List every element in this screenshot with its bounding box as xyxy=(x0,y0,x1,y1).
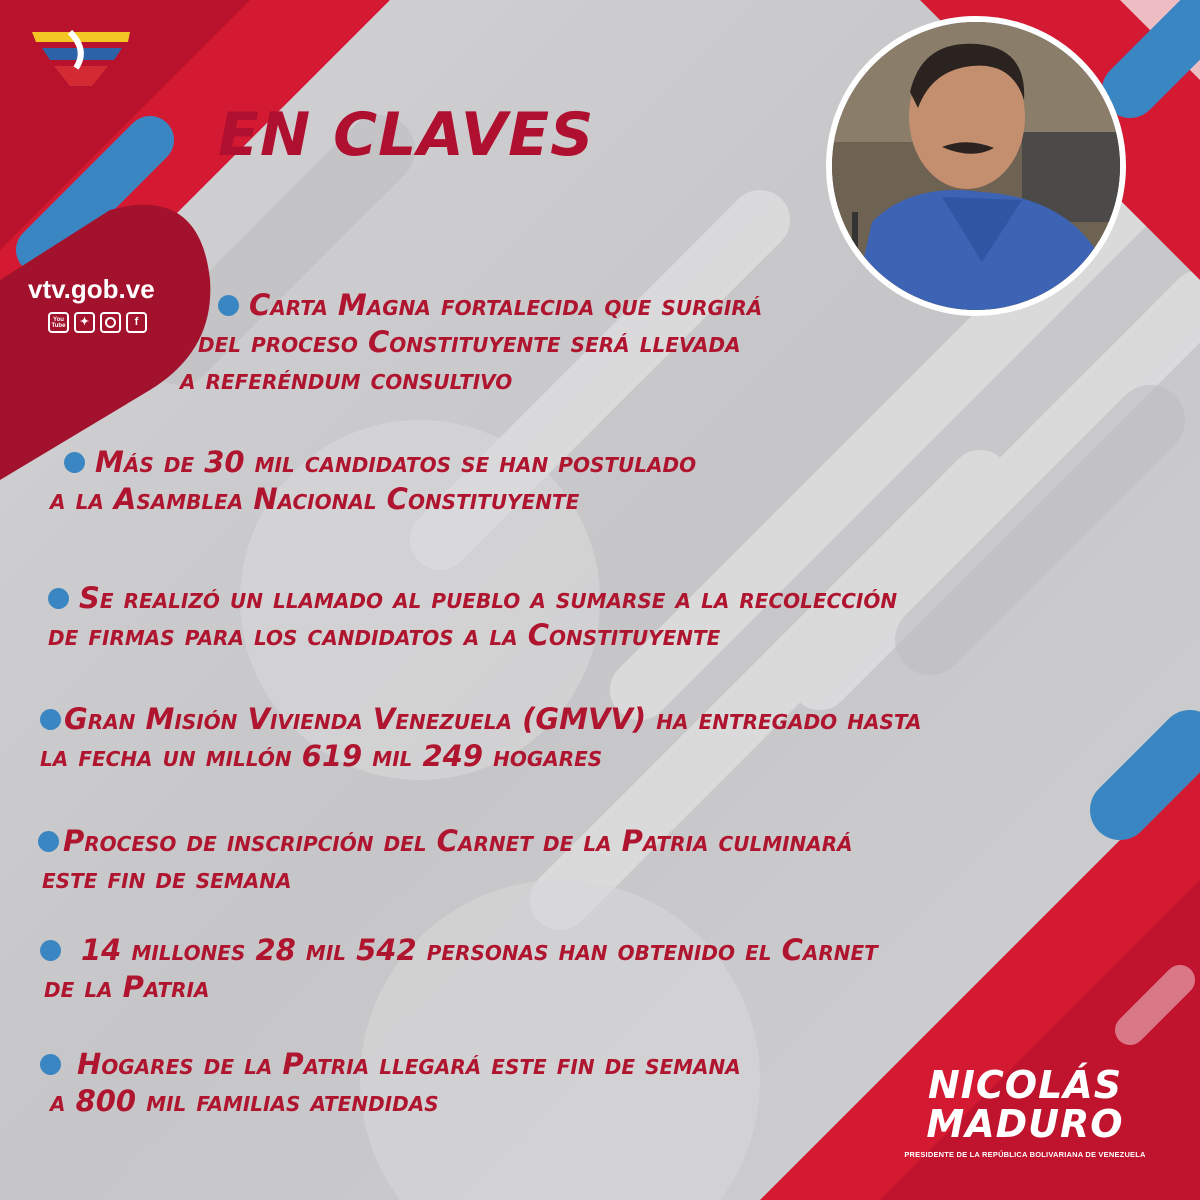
bullet-icon xyxy=(64,452,85,473)
bullet-icon xyxy=(48,588,69,609)
bullet-icon xyxy=(40,709,61,730)
list-item: Gran Misión Vivienda Venezuela (GMVV) ha entregado hasta la fecha un millón 619 mil 249 hogares xyxy=(40,702,922,773)
list-item: Se realizó un llamado al pueblo a sumarse a la recolección de firmas para los candidatos a la Constituyente xyxy=(48,581,898,652)
president-portrait xyxy=(826,16,1126,316)
social-icons xyxy=(48,312,147,333)
instagram-icon[interactable] xyxy=(100,312,121,333)
bullet-icon xyxy=(40,1054,61,1075)
website-label: vtv.gob.ve xyxy=(28,274,155,304)
first-name: NICOLÁS xyxy=(927,1063,1123,1107)
bullet-icon xyxy=(218,295,239,316)
youtube-icon[interactable]: You Tube xyxy=(48,312,69,333)
list-item: Hogares de la Patria llegará este fin de semana a 800 mil familias atendidas xyxy=(40,1046,741,1120)
list-item: Proceso de inscripción del Carnet de la Patria culminará este fin de semana xyxy=(38,823,853,897)
bullet-icon xyxy=(40,940,61,961)
list-item: 14 millones 28 mil 542 personas han obtenido el Carnet de la Patria xyxy=(40,932,878,1006)
list-item: Más de 30 mil candidatos se han postulado a la Asamblea Nacional Constituyente xyxy=(50,445,697,516)
facebook-icon[interactable]: f xyxy=(126,312,147,333)
page-title: EN CLAVES xyxy=(218,100,595,170)
last-name: MADURO xyxy=(926,1102,1124,1146)
twitter-icon[interactable]: ✦ xyxy=(74,312,95,333)
bullet-icon xyxy=(38,831,59,852)
president-role: PRESIDENTE DE LA REPÚBLICA BOLIVARIANA DE VENEZUELA xyxy=(904,1150,1146,1159)
list-item: Carta Magna fortalecida que surgirá del proceso Constituyente será llevada a referéndum consultivo xyxy=(180,288,763,396)
vtv-logo xyxy=(30,28,134,90)
president-signature xyxy=(880,1063,1170,1159)
